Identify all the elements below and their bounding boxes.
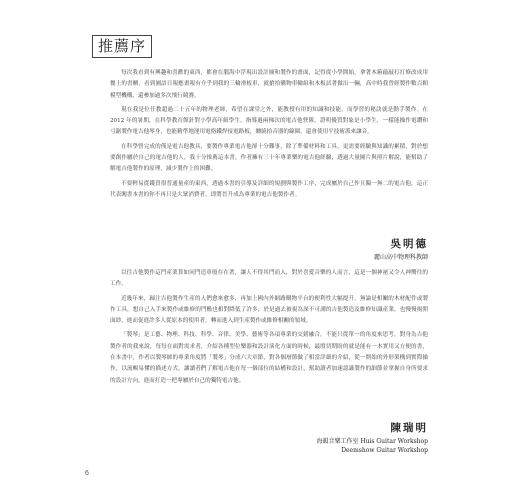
signature-block-2 xyxy=(316,420,428,455)
paragraph: 不要輕易從錢買很普通量產的東西，透過本書的引導及詳細的規劃與製作工序，完成屬於自己作且獨一無二的電吉他，這正代表闖書本書的你不再只是大眾消費者，即將晉升成為專業的電吉他製作者。 xyxy=(110,180,428,198)
signature-block-1 xyxy=(374,236,428,262)
author-affiliation-english: Deemshow Guitar Workshop xyxy=(341,447,428,454)
paragraph: 近幾年來，歸注吉他製作生產的人們愈來愈多，再加上國內外網路購物平台的便利性大幅提升，無論是相關的木材配件或製作工具，想自己入手來製作或維修的門檻也相對降低了許多，於是過去被視為深不可測的吉他製造及維修知識產業，也慢慢揭開面紗，進而促進許多人從原本的使用者，轉而進入到生產製作或維修相關的領域。 xyxy=(110,295,428,325)
paragraph: 現在我是位任教超過二十五年的物理老師，希望在課堂之外，能教授有用的知識和技能，而學習的秘訣就是動手製作。在 2012 年的暑期，在科學教育館針對小學高年級學生，指導過兩梯次的電吉他營隊，證明優質對象是小學生，一樣能操作電鑽和弓鋸製作電吉他琴身，也能精準地運用電烙鐵焊接電路板，纏繞拾音器的線圈，還會使用平技術派來讓音。 xyxy=(110,106,428,136)
page-number: 6 xyxy=(85,470,89,477)
page-title: 推薦序 xyxy=(92,35,152,58)
paragraph: 在科學營完成的僅是電吉他教具，要製作專業電吉他卻十分難事，除了準備材料和工具，更需要經驗與知識的累積，對於想要創作屬於自己的電吉他的人，我十分推薦這本書，作者擁有三十年專業樂的電吉他經驗，透過大量圖片與照片解說，能幫助了解電吉他製作的原理，減少製作上的困難。 xyxy=(110,143,428,173)
author-affiliation: 海韻音樂工作室 Huis Guitar Workshop xyxy=(316,438,428,445)
author-affiliation: 麗山高中物理科教師 xyxy=(373,254,428,261)
paragraph: 以往吉他製作這門產業算如同門造車般存在著，讓人不得其門而入，對於喜愛音樂的人而言，這是一個神祕又令人神嚮往的工作。 xyxy=(110,270,428,288)
paragraph: 每次我看到有興趣和喜歡的東西，都會在腦海中浮現出設計圖和製作的畫面，記得從小學開始，拿著木箱敲敲打打修改成用餐上的書櫃，看到圖語日報應畫報有介乎到我的三輪滑板車，就搶拾購物車輪組和木板試著做出一輛，高中時我曾經製作數百顆模型機構，還參加過多次飛行競賽。 xyxy=(110,70,428,99)
preface-section-2 xyxy=(110,268,428,390)
author-name: 陳瑞明 xyxy=(390,422,428,434)
author-name: 吳明德 xyxy=(390,238,428,250)
preface-section-1 xyxy=(110,68,428,204)
paragraph: 「製琴」是工藝、物理、科技、科學、音律、美學、藝術等各項專業的交錯融合，不能只從單一的角度來思考，對身為吉他製作者的我來說，每每在面對需求者，介紹各種型位樂器和設計演化方面的時候，最殷切期盼的就是能有一本實用又方便的書，在本書中，作者以製琴師的專業角度將「製琴」分成六大章節，對各個層節做了相當詳細的介紹，從一開始的外形架構到實際操作，以流暢易懂的描述方式，讓讀者們了解電吉他在每一個部位的結構和設計，幫助讀者加速認識製作的細節並掌握自身所要求的設計方向，進而打造一把專屬於自己的獨特電吉他。 xyxy=(110,332,428,384)
